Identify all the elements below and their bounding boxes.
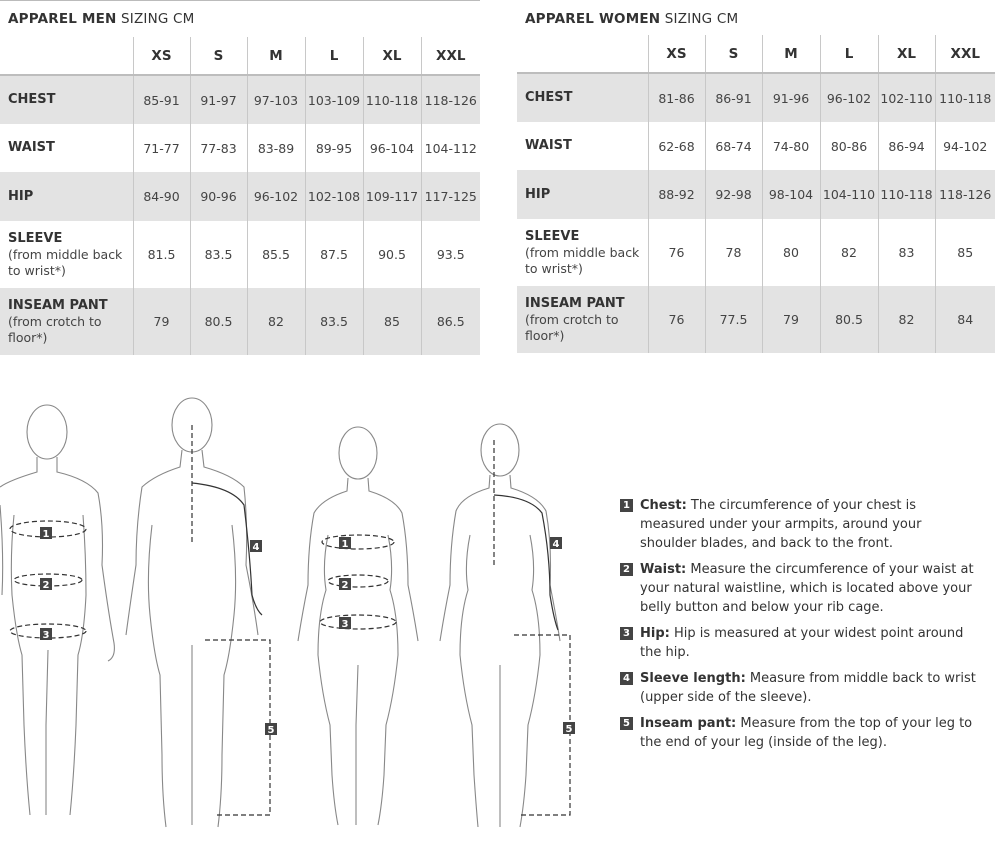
row-label-cell [517,286,648,353]
row-label-cell [517,170,648,219]
women-title-bold: APPAREL WOMEN [525,11,661,27]
size-value-cell: 96-102 [247,172,305,221]
row-label-cell [0,124,133,172]
size-value-cell: 110-118 [363,75,421,124]
legend-term: Sleeve length: [640,671,746,686]
size-header-xl: XL [363,37,421,75]
size-value-cell: 103-109 [305,75,363,124]
size-value-cell: 80-86 [820,122,878,170]
measurement-figures [0,395,600,837]
size-value-cell: 97-103 [247,75,305,124]
women-chart-title [525,11,738,27]
legend-item-chest [620,496,980,553]
woman-front-figure [298,427,418,825]
size-value-cell: 76 [648,219,705,286]
marker-label: 5 [565,724,573,735]
size-value-cell: 82 [247,288,305,355]
women-hip-ring [320,615,396,629]
size-header-xl: XL [878,35,935,73]
table-row [517,122,995,170]
man-front-figure [0,405,114,815]
row-label: WAIST [525,138,572,153]
size-value-cell: 77.5 [705,286,762,353]
size-value-cell: 102-110 [878,73,935,122]
men-inseam-guide [205,640,270,815]
legend-number: 4 [620,672,633,685]
body-outlines [0,398,560,827]
size-value-cell: 98-104 [762,170,820,219]
body-figures-illustration [0,395,600,837]
size-header-xxl: XXL [421,37,480,75]
size-value-cell: 71-77 [133,124,190,172]
size-value-cell: 90-96 [190,172,247,221]
size-value-cell: 117-125 [421,172,480,221]
row-label: CHEST [525,90,573,105]
marker-label: 4 [252,542,260,553]
row-label: WAIST [8,140,55,155]
size-value-cell: 90.5 [363,221,421,288]
row-sublabel: (from crotch to floor*) [8,313,102,345]
header-blank [0,37,133,75]
legend-text: The circumference of your chest is measured under your armpits, around your shoulder blades, and back to the front. [640,498,922,551]
women-size-table [517,35,995,353]
size-header-l: L [305,37,363,75]
table-row [517,170,995,219]
size-value-cell: 80.5 [820,286,878,353]
table-row [517,219,995,286]
table-row [0,221,480,288]
size-value-cell: 109-117 [363,172,421,221]
marker-label: 1 [42,529,50,540]
legend-text: Measure the circumference of your waist at your natural waistline, which is located above your belly button and below your rib cage. [640,562,974,615]
size-header-l: L [820,35,878,73]
size-value-cell: 110-118 [935,73,995,122]
women-chest-ring [322,535,394,549]
legend-number: 3 [620,627,633,640]
size-value-cell: 77-83 [190,124,247,172]
size-value-cell: 86-91 [705,73,762,122]
marker-label: 5 [267,725,275,736]
size-value-cell: 110-118 [878,170,935,219]
row-sublabel: (from middle back to wrist*) [8,246,123,278]
row-label-cell [0,75,133,124]
size-value-cell: 74-80 [762,122,820,170]
marker-label: 4 [552,539,560,550]
legend-text: Hip is measured at your widest point around the hip. [640,626,964,660]
size-value-cell: 80.5 [190,288,247,355]
women-sleeve-line [494,495,558,630]
size-value-cell: 91-97 [190,75,247,124]
row-sublabel: (from crotch to floor*) [525,311,619,343]
size-value-cell: 83.5 [190,221,247,288]
size-value-cell: 102-108 [305,172,363,221]
men-title-bold: APPAREL MEN [8,11,117,27]
size-value-cell: 92-98 [705,170,762,219]
row-label: INSEAM PANT [525,295,625,311]
size-value-cell: 91-96 [762,73,820,122]
marker-label: 2 [42,580,50,591]
men-title-rest: SIZING CM [116,11,195,27]
size-value-cell: 96-102 [820,73,878,122]
top-rule [0,0,480,1]
size-value-cell: 118-126 [421,75,480,124]
marker-badges [40,527,575,736]
row-label: SLEEVE [525,228,580,244]
table-row [517,73,995,122]
legend-number: 2 [620,563,633,576]
size-value-cell: 85.5 [247,221,305,288]
size-value-cell: 82 [878,286,935,353]
table-row [0,124,480,172]
men-chart-title [8,11,195,27]
size-header-xs: XS [133,37,190,75]
table-row [0,75,480,124]
row-label-cell [0,221,133,288]
legend-term: Chest: [640,498,687,513]
header-blank [517,35,648,73]
size-value-cell: 118-126 [935,170,995,219]
legend-item-inseam [620,714,980,752]
marker-label: 1 [341,539,349,550]
legend-text: Measure from the top of your leg to the end of your leg (inside of the leg). [640,716,973,750]
size-value-cell: 104-110 [820,170,878,219]
row-label-cell [0,288,133,355]
size-value-cell: 84-90 [133,172,190,221]
marker-label: 2 [341,580,349,591]
size-value-cell: 81.5 [133,221,190,288]
size-value-cell: 86.5 [421,288,480,355]
women-title-rest: SIZING CM [660,11,739,27]
row-label: INSEAM PANT [8,297,108,313]
size-value-cell: 62-68 [648,122,705,170]
legend-number: 5 [620,717,633,730]
men-size-table [0,37,480,355]
size-value-cell: 79 [133,288,190,355]
size-header-s: S [190,37,247,75]
size-value-cell: 78 [705,219,762,286]
women-inseam-guide [514,635,570,815]
size-value-cell: 85 [957,245,974,260]
legend-item-waist [620,560,980,617]
size-value-cell: 79 [762,286,820,353]
size-value-cell: 85 [363,288,421,355]
table-row [0,288,480,355]
row-label-cell [517,73,648,122]
table-row [0,172,480,221]
size-value-cell: 68-74 [705,122,762,170]
man-back-figure [126,398,258,827]
row-sublabel: (from middle back to wrist*) [525,244,640,276]
size-value-cell: 94-102 [943,138,988,154]
size-value-cell: 93.5 [436,247,465,262]
size-value-cell: 89-95 [305,124,363,172]
size-header-m: M [247,37,305,75]
row-label: SLEEVE [8,230,63,246]
row-label: CHEST [8,92,56,107]
size-value-cell: 83.5 [305,288,363,355]
legend-item-hip [620,624,980,662]
size-value-cell: 80 [762,219,820,286]
women-waist-ring [328,575,388,587]
size-value-cell: 96-104 [363,124,421,172]
size-header-xs: XS [648,35,705,73]
size-value-cell: 104-112 [424,140,477,156]
legend-term: Hip: [640,626,670,641]
size-value-cell: 76 [648,286,705,353]
marker-label: 3 [341,619,349,630]
row-label: HIP [8,188,34,204]
measurement-legend [620,496,980,759]
size-value-cell: 81-86 [648,73,705,122]
size-value-cell: 85-91 [133,75,190,124]
size-value-cell: 87.5 [305,221,363,288]
marker-label: 3 [42,630,50,641]
row-label: HIP [525,186,551,202]
legend-item-sleeve [620,669,980,707]
woman-back-figure [440,424,560,827]
size-value-cell: 83-89 [247,124,305,172]
legend-text: Measure from middle back to wrist (upper side of the sleeve). [640,671,976,705]
size-value-cell: 86-94 [878,122,935,170]
legend-number: 1 [620,499,633,512]
row-label-cell [517,219,648,286]
size-value-cell: 88-92 [648,170,705,219]
size-header-s: S [705,35,762,73]
size-header-m: M [762,35,820,73]
table-row [517,286,995,353]
row-label-cell [0,172,133,221]
legend-term: Waist: [640,562,687,577]
size-value-cell: 83 [878,219,935,286]
size-header-xxl: XXL [935,35,995,73]
size-value-cell: 82 [820,219,878,286]
size-value-cell: 84 [935,286,995,353]
row-label-cell [517,122,648,170]
legend-term: Inseam pant: [640,716,737,731]
measurement-guides [10,425,570,815]
